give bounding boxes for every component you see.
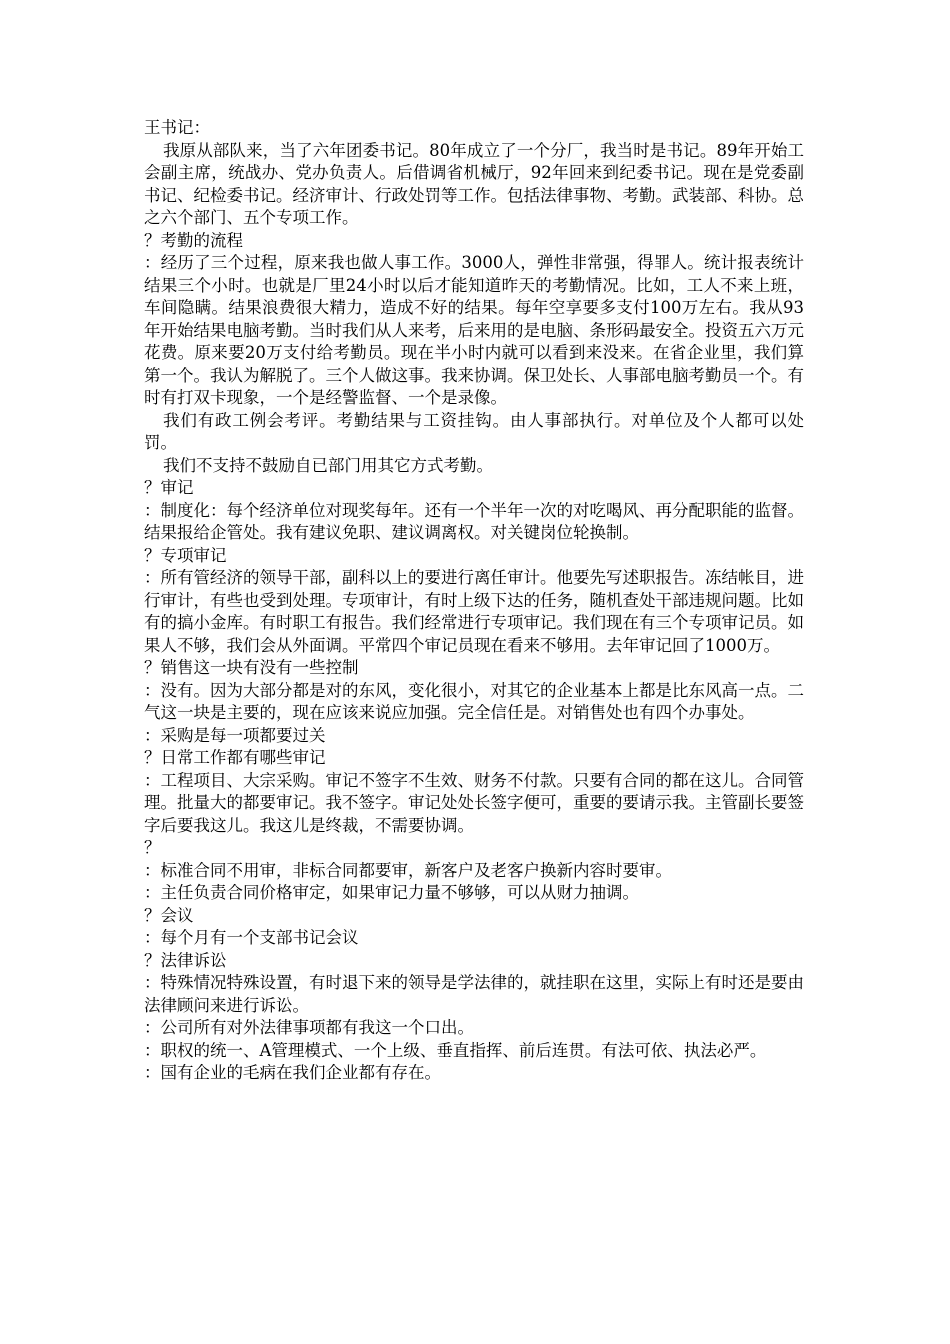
question-daily-audit: ？日常工作都有哪些审记 <box>144 748 326 767</box>
answer-special-audit: ：所有管经济的领导干部，副科以上的要进行离任审计。他要先写述职报告。冻结帐目，进行审计，有些也受到处理。专项审计，有时上级下达的任务，随机查处干部违规问题。比如有的搞小金库。有时职工有报告。我们经常进行专项审记。我们现在有三个专项审记员。如果人不够，我们会从外面调。平常四个审记员现在看来不够用。去年审记回了1000万。 <box>144 568 804 655</box>
document-page <box>144 117 804 1085</box>
question-audit: ？审记 <box>144 478 194 497</box>
answer-management-model: ：职权的统一、A管理模式、一个上级、垂直指挥、前后连贯。有法可依、执法必严。 <box>144 1040 767 1060</box>
answer-procurement: ：采购是每一项都要过关 <box>144 725 326 745</box>
answer-sales-control: ：没有。因为大部分都是对的东风，变化很小，对其它的企业基本上都是比东风高一点。二气这一块是主要的，现在应该来说应加强。完全信任是。对销售处也有四个办事处。 <box>144 680 804 722</box>
question-meetings: ？会议 <box>144 905 194 925</box>
answer-legal-outlet: ：公司所有对外法律事项都有我这一个口出。 <box>144 1018 474 1037</box>
answer-soe-problems: ：国有企业的毛病在我们企业都有存在。 <box>144 1063 441 1082</box>
question-sales-control: ？销售这一块有没有一些控制 <box>144 658 359 677</box>
paragraph-attendance-evaluation: 我们有政工例会考评。考勤结果与工资挂钩。由人事部执行。对单位及个人都可以处罚。 <box>144 410 804 452</box>
intro-paragraph: 我原从部队来，当了六年团委书记。80年成立了一个分厂，我当时是书记。89年开始工会副主席，统战办、党办负责人。后借调省机械厅，92年回来到纪委书记。现在是党委副书记、纪检委书记。经济审计、行政处罚等工作。包括法律事物、考勤。武装部、科协。总之六个部门、五个专项工作。 <box>144 140 804 227</box>
answer-standard-contracts: ：标准合同不用审，非标合同都要审，新客户及老客户换新内容时要审。 <box>144 860 672 880</box>
question-blank: ？ <box>144 838 161 857</box>
speaker-heading: 王书记： <box>144 118 210 137</box>
answer-attendance-process: ：经历了三个过程，原来我也做人事工作。3000人，弹性非常强，得罪人。统计报表统计结果三个小时。也就是厂里24小时以后才能知道昨天的考勤情况。比如，工人不来上班，车间隐瞒。结果浪费很大精力，造成不好的结果。每年空享要多支付100万左右。我从93年开始结果电脑考勤。当时我们从人来考，后来用的是电脑、条形码最安全。投资五六万元花费。原来要20万支付给考勤员。现在半小时内就可以看到来没来。在省企业里，我们算第一个。我认为解脱了。三个人做这事。我来协调。保卫处长、人事部电脑考勤员一个。有时有打双卡现象，一个是经警监督、一个是录像。 <box>144 253 804 407</box>
answer-litigation: ：特殊情况特殊设置，有时退下来的领导是学法律的，就挂职在这里，实际上有时还是要由法律顾问来进行诉讼。 <box>144 973 804 1015</box>
answer-audit: ：制度化：每个经济单位对现奖每年。还有一个半年一次的对吃喝风、再分配职能的监督。结果报给企管处。我有建议免职、建议调离权。对关键岗位轮换制。 <box>144 500 804 542</box>
question-litigation: ？法律诉讼 <box>144 950 227 970</box>
paragraph-attendance-policy: 我们不支持不鼓励自已部门用其它方式考勤。 <box>163 455 493 475</box>
answer-daily-audit: ：工程项目、大宗采购。审记不签字不生效、财务不付款。只要有合同的都在这儿。合同管理。批量大的都要审记。我不签字。审记处处长签字便可，重要的要请示我。主管副长要签字后要我这儿。我这儿是终裁，不需要协调。 <box>144 770 804 835</box>
question-special-audit: ？专项审记 <box>144 545 227 565</box>
answer-contract-pricing: ：主任负责合同价格审定，如果审记力量不够够，可以从财力抽调。 <box>144 883 639 902</box>
question-attendance-process: ？考勤的流程 <box>144 230 243 250</box>
answer-meetings: ：每个月有一个支部书记会议 <box>144 928 359 947</box>
